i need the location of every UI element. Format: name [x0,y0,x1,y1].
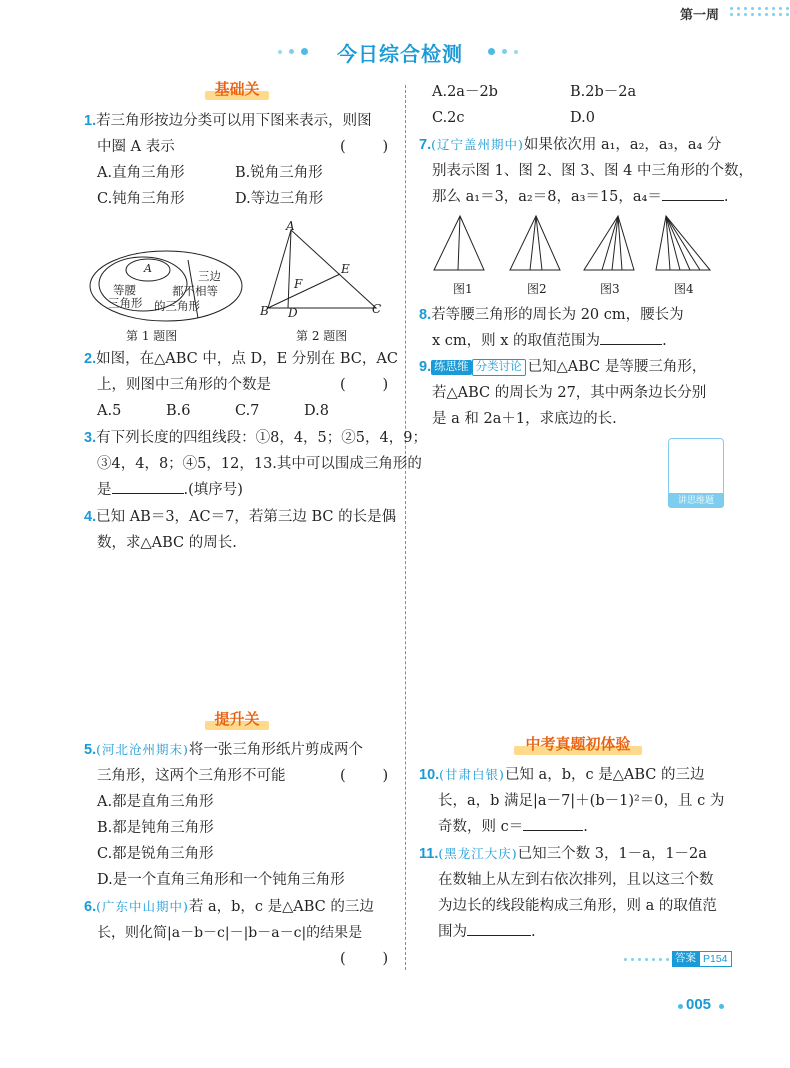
q1-number: 1. [84,113,97,129]
page-number-dot-right [719,1004,724,1009]
q3-number: 3. [84,430,97,446]
q2-line1: 2.如图，在△ABC 中，点 D，E 分别在 BC，AC [84,351,398,367]
q4-number: 4. [84,509,97,525]
q11-number: 11. [419,846,439,862]
q10-line1: 10.(甘肃白银)已知 a，b，c 是△ABC 的三边 [419,767,705,783]
q8-number: 8. [419,307,432,323]
q7-line2: 别表示图 1、图 2、图 3、图 4 中三角形的个数， [432,163,753,179]
q6-answer-paren[interactable]: ( ) [340,951,389,967]
title-decoration-right [488,48,518,55]
q6-number: 6. [84,899,97,915]
q7-line1: 7.(辽宁盖州期中)如果依次用 a₁，a₂，a₃，a₄ 分 [419,137,722,153]
q1-option-c: C.钝角三角形 [97,191,185,207]
q11-line2: 在数轴上从左到右依次排列，且以这三个数 [438,872,714,888]
q6-option-c: C.2c [432,110,465,126]
q6-option-d: D.0 [570,110,595,126]
q2-line2: 上，则图中三角形的个数是 [97,377,271,393]
figure-1-caption: 第 1 题图 [126,329,178,343]
figure-2-triangle [258,222,388,322]
q2-option-a: A.5 [97,403,122,419]
q10-line2: 长，a，b 满足|a－7|＋(b－1)²＝0，且 c 为 [438,793,725,809]
q5-option-d: D.是一个直角三角形和一个钝角三角形 [97,872,345,888]
q9-number: 9. [419,359,432,375]
fig2-label-b: B [260,304,269,318]
q9-tag-thinking: 练思维 [431,360,472,375]
q3-line1: 3.有下列长度的四组线段：①8，4，5；②5，4，9； [84,430,427,446]
q5-source: (河北沧州期末) [96,742,189,757]
q10-line3: 奇数，则 c＝ . [438,819,588,835]
q6-source: (广东中山期中) [96,899,189,914]
q11-answer-blank[interactable] [467,922,531,936]
section-basic: 基础关 [209,79,265,101]
q11-line3: 为边长的线段能构成三角形，则 a 的取值范 [438,898,717,914]
page-number: 005 [686,996,712,1013]
q5-option-b: B.都是钝角三角形 [97,820,214,836]
fig2-label-d: D [288,306,298,320]
q1-option-d: D.等边三角形 [235,191,324,207]
section-improve: 提升关 [209,709,265,731]
q3-answer-blank[interactable] [112,480,184,494]
q7-caption-1: 图1 [453,282,473,296]
q10-number: 10. [419,767,440,783]
segment-ad [288,230,291,308]
section-exam: 中考真题初体验 [518,734,638,756]
week-label: 第一周 [680,7,720,22]
venn-label-iso-2: 三角形 [108,296,143,310]
q3-line3: 是 .(填序号) [97,482,243,498]
triangle-abc [268,230,376,308]
q2-option-d: D.8 [304,403,329,419]
q9-note-label: 讲思维题 [668,493,724,508]
q1-option-b: B.锐角三角形 [235,165,323,181]
header-dots-right [730,7,790,10]
q7-figure-1 [430,212,488,272]
q1-option-a: A.直角三角形 [97,165,185,181]
q8-line2: x cm，则 x 的取值范围为 . [432,333,667,349]
q7-number: 7. [419,137,432,153]
q9-line3: 是 a 和 2a＋1，求底边的长. [432,411,617,427]
venn-label-sca-2: 都不相等 [172,284,218,298]
page-number-dot-left [678,1004,683,1009]
q6-line1: 6.(广东中山期中)若 a，b，c 是△ABC 的三边 [84,899,374,915]
q1-answer-paren[interactable]: ( ) [340,139,389,155]
venn-label-a: A [144,262,152,275]
q6-option-a: A.2a－2b [432,84,498,100]
column-divider [405,85,406,970]
fig2-label-a: A [286,219,295,233]
segment-be [268,274,340,308]
venn-label-sca-3: 的三角形 [154,299,200,313]
q10-answer-blank[interactable] [523,817,583,831]
q10-source: (甘肃白银) [439,767,505,782]
q9-line1: 9. 练思维 分类讨论 已知△ABC 是等腰三角形， [419,359,707,375]
header-dots-right-2 [730,13,790,16]
q11-source: (黑龙江大庆) [438,846,518,861]
q5-option-c: C.都是锐角三角形 [97,846,214,862]
q1-line1: 1.若三角形按边分类可以用下图来表示，则图 [84,113,372,129]
q5-answer-paren[interactable]: ( ) [340,768,389,784]
q5-option-a: A.都是直角三角形 [97,794,214,810]
q8-line1: 8.若等腰三角形的周长为 20 cm，腰长为 [419,307,684,323]
q7-figure-2 [506,212,564,272]
q6-line2: 长，则化简|a－b－c|－|b－a－c|的结果是 [97,925,363,941]
q3-line2: ③4，4，8；④5，12，13.其中可以围成三角形的 [97,456,422,472]
fig2-label-c: C [372,302,382,316]
q7-caption-4: 图4 [674,282,694,296]
q9-tag-category: 分类讨论 [472,359,526,376]
q2-option-b: B.6 [166,403,191,419]
answer-reference[interactable] [672,951,732,967]
q7-figure-3 [580,212,638,272]
q8-answer-blank[interactable] [600,331,662,345]
answer-label: 答案 [672,951,699,967]
fig2-label-e: E [341,262,350,276]
q7-figure-4 [652,212,714,272]
q7-source: (辽宁盖州期中) [431,137,524,152]
q5-line1: 5.(河北沧州期末)将一张三角形纸片剪成两个 [84,742,363,758]
q7-caption-3: 图3 [600,282,620,296]
q11-line4: 围为 . [438,924,536,940]
q9-line2: 若△ABC 的周长为 27，其中两条边长分别 [432,385,707,401]
venn-label-iso-1: 等腰 [113,283,136,297]
title-decoration-left [278,48,308,55]
q4-line1: 4.已知 AB＝3，AC＝7，若第三边 BC 的长是偶 [84,509,397,525]
q2-answer-paren[interactable]: ( ) [340,377,389,393]
q2-number: 2. [84,351,97,367]
q7-caption-2: 图2 [527,282,547,296]
q7-line3: 那么 a₁＝3，a₂＝8，a₃＝15，a₄＝ . [432,189,729,205]
q5-line2: 三角形，这两个三角形不可能 [97,768,286,784]
q2-option-c: C.7 [235,403,260,419]
q4-line2: 数，求△ABC 的周长. [97,535,237,551]
venn-label-sca-1: 三边 [198,269,221,283]
fig2-label-f: F [294,277,303,291]
q6-option-b: B.2b－2a [570,84,637,100]
answer-page: P154 [699,951,732,967]
q11-line1: 11.(黑龙江大庆)已知三个数 3，1－a，1－2a [419,846,707,862]
page-title: 今日综合检测 [337,44,463,66]
q7-answer-blank[interactable] [662,187,724,201]
q5-number: 5. [84,742,97,758]
figure-2-caption: 第 2 题图 [296,329,348,343]
q1-line2: 中圈 A 表示 [97,139,175,155]
